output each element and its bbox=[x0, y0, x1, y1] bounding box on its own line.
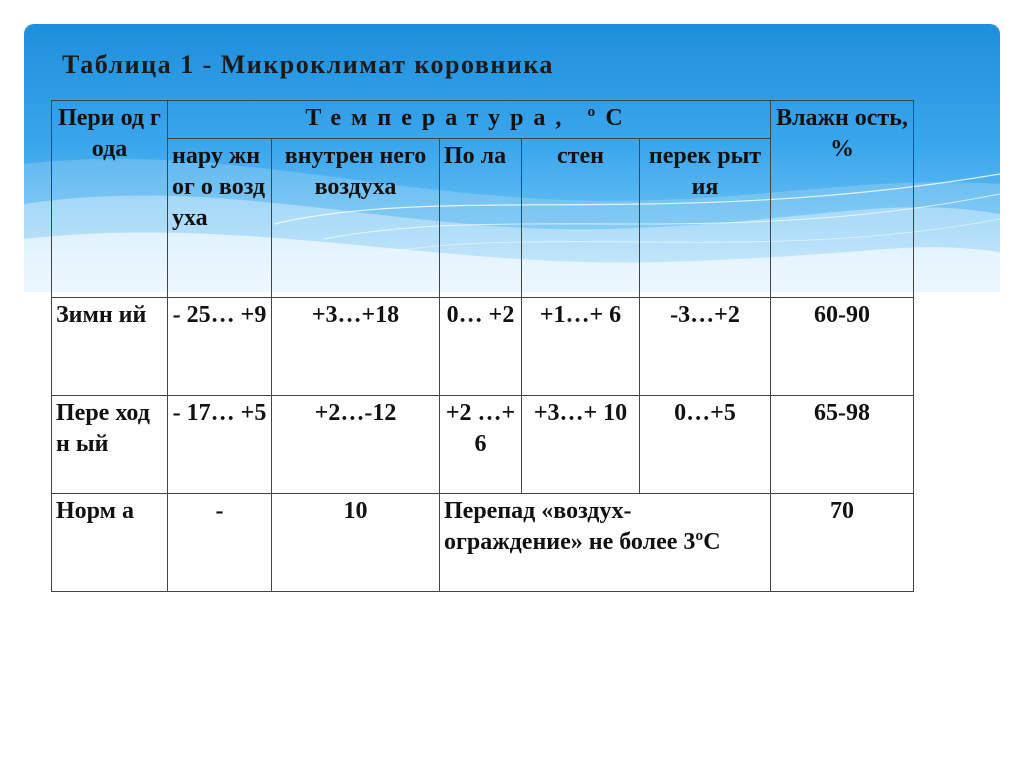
header-walls: стен bbox=[522, 139, 640, 298]
cell-period: Норм а bbox=[52, 494, 168, 592]
cell-walls: +3…+ 10 bbox=[522, 396, 640, 494]
table-header-row bbox=[52, 101, 914, 139]
cell-outdoor: - 17… +5 bbox=[168, 396, 272, 494]
cell-ceiling: 0…+5 bbox=[640, 396, 771, 494]
table-row bbox=[52, 396, 914, 494]
cell-ceiling: -3…+2 bbox=[640, 298, 771, 396]
cell-period: Зимн ий bbox=[52, 298, 168, 396]
table-row bbox=[52, 298, 914, 396]
cell-temperature-drop-note: Перепад «воздух-ограждение» не более 3ºС bbox=[440, 494, 771, 592]
cell-indoor: +2…-12 bbox=[272, 396, 440, 494]
cell-humidity: 65-98 bbox=[771, 396, 914, 494]
cell-period: Пере ходн ый bbox=[52, 396, 168, 494]
cell-indoor: +3…+18 bbox=[272, 298, 440, 396]
slide-title: Таблица 1 - Микроклимат коровника bbox=[62, 50, 554, 79]
cell-walls: +1…+ 6 bbox=[522, 298, 640, 396]
microclimate-table bbox=[51, 100, 914, 592]
cell-floor: 0… +2 bbox=[440, 298, 522, 396]
header-ceiling: перек рытия bbox=[640, 139, 771, 298]
cell-floor: +2 …+ 6 bbox=[440, 396, 522, 494]
cell-humidity: 60-90 bbox=[771, 298, 914, 396]
cell-outdoor: - 25… +9 bbox=[168, 298, 272, 396]
cell-humidity: 70 bbox=[771, 494, 914, 592]
header-period: Пери од года bbox=[52, 101, 168, 298]
header-indoor-air: внутрен него воздуха bbox=[272, 139, 440, 298]
header-temperature: Температура, ºС bbox=[168, 101, 771, 139]
header-outdoor-air: нару жног о возд уха bbox=[168, 139, 272, 298]
cell-indoor: 10 bbox=[272, 494, 440, 592]
cell-outdoor: - bbox=[168, 494, 272, 592]
header-humidity: Влажн ость, % bbox=[771, 101, 914, 298]
header-floor: По ла bbox=[440, 139, 522, 298]
table-row bbox=[52, 494, 914, 592]
